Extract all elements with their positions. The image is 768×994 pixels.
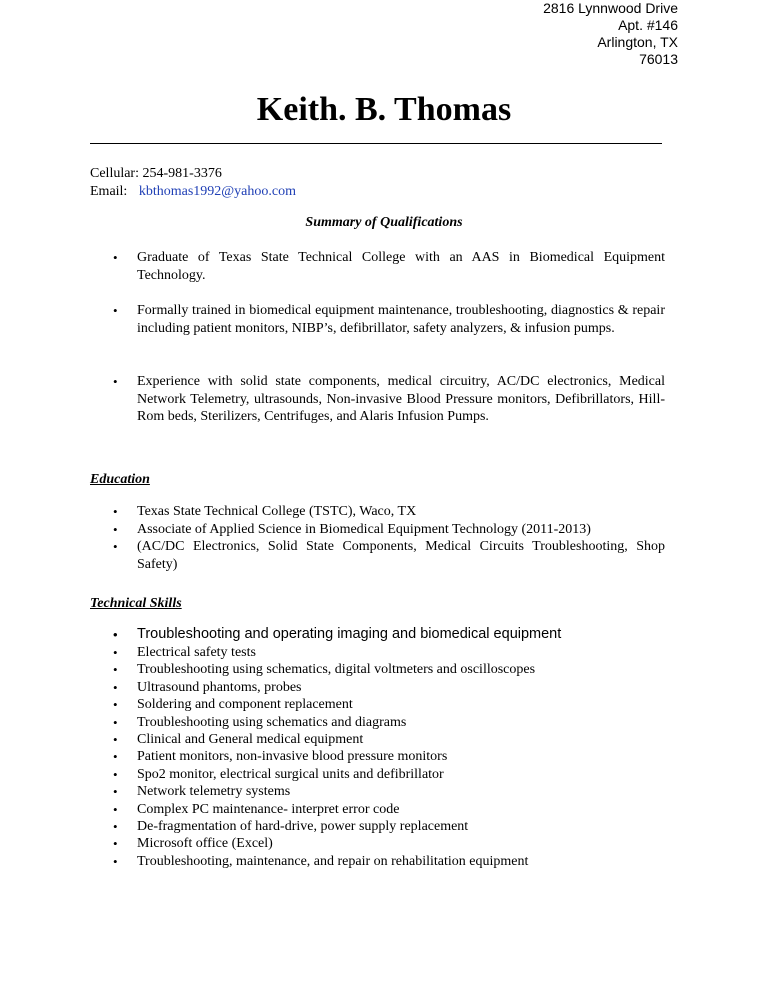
skill-item: • Troubleshooting, maintenance, and repair on rehabilitation equipment (105, 853, 665, 870)
email-label: Email: (90, 184, 128, 199)
cell-value: 254-981-3376 (142, 166, 222, 181)
skill-item: • Troubleshooting using schematics, digital voltmeters and oscilloscopes (105, 661, 665, 678)
summary-item: • Graduate of Texas State Technical College with an AAS in Biomedical Equipment Technology. (105, 249, 665, 284)
contact-block (90, 165, 296, 201)
candidate-name: Keith. B. Thomas (256, 91, 512, 128)
cell-row (90, 165, 296, 183)
skill-item: • Electrical safety tests (105, 644, 665, 661)
skill-item: • Microsoft office (Excel) (105, 835, 665, 852)
address-apt: Apt. #146 (618, 17, 678, 33)
summary-item: • Experience with solid state components, medical circuitry, AC/DC electronics, Medical Network Telemetry, ultrasounds, Non-invasive Blood Pressure monitors, Defibrillators, Hill-Rom beds, Sterilizers, Centrifuges, and Alaris Infusion Pumps. (105, 373, 665, 426)
skill-item: • Soldering and component replacement (105, 696, 665, 713)
header-divider (90, 143, 662, 144)
address-city-state: Arlington, TX (597, 34, 678, 50)
email-row (90, 183, 296, 201)
skills-list (105, 625, 665, 870)
skill-item: • Patient monitors, non-invasive blood pressure monitors (105, 748, 665, 765)
skill-item: • Ultrasound phantoms, probes (105, 679, 665, 696)
summary-item: • Formally trained in biomedical equipment maintenance, troubleshooting, diagnostics & repair including patient monitors, NIBP’s, defibrillator, safety analyzers, & infusion pumps. (105, 302, 665, 337)
education-item: • Texas State Technical College (TSTC), Waco, TX (105, 503, 665, 521)
address-zip: 76013 (639, 51, 678, 67)
education-item: • Associate of Applied Science in Biomedical Equipment Technology (2011-2013) (105, 521, 665, 539)
summary-heading: Summary of Qualifications (305, 215, 463, 230)
skill-item: • Spo2 monitor, electrical surgical units and defibrillator (105, 766, 665, 783)
cell-label: Cellular: (90, 166, 139, 181)
education-heading: Education (90, 472, 150, 487)
skill-item: • Troubleshooting using schematics and diagrams (105, 714, 665, 731)
skill-item: • Network telemetry systems (105, 783, 665, 800)
education-item: • (AC/DC Electronics, Solid State Components, Medical Circuits Troubleshooting, Shop Safety) (105, 538, 665, 573)
skill-item: • Troubleshooting and operating imaging and biomedical equipment (105, 625, 665, 644)
summary-list (105, 249, 665, 426)
skills-heading: Technical Skills (90, 596, 182, 611)
address-street: 2816 Lynnwood Drive (543, 0, 678, 16)
education-list (105, 503, 665, 573)
skill-item: • Clinical and General medical equipment (105, 731, 665, 748)
skill-item: • De-fragmentation of hard-drive, power supply replacement (105, 818, 665, 835)
skill-item: • Complex PC maintenance- interpret error code (105, 801, 665, 818)
email-link[interactable]: kbthomas1992@yahoo.com (138, 184, 296, 199)
address-block (543, 0, 678, 68)
